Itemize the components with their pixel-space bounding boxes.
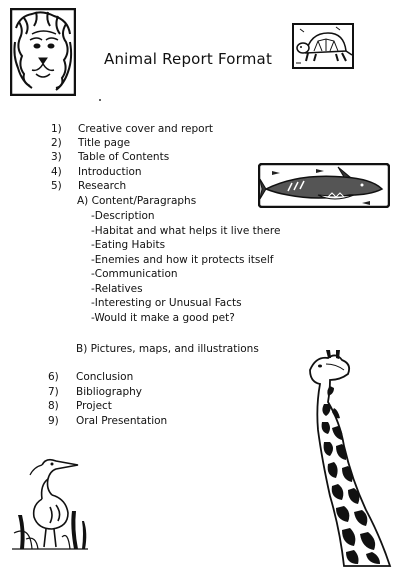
research-sub-item: -Relatives <box>91 283 143 295</box>
research-sub-item: -Would it make a good pet? <box>91 312 235 324</box>
heron-icon <box>12 455 88 551</box>
research-sub-item: -Interesting or Unusual Facts <box>91 297 242 309</box>
research-sub-item: -Enemies and how it protects itself <box>91 254 274 266</box>
list-item: Bibliography <box>76 386 142 398</box>
list-item: Table of Contents <box>78 151 170 163</box>
research-pictures-heading: B) Pictures, maps, and illustrations <box>76 343 259 355</box>
turtle-icon <box>292 23 354 69</box>
list-number: 5) <box>51 180 62 192</box>
list-number: 1) <box>51 123 62 135</box>
list-number: 2) <box>51 137 62 149</box>
list-item: Project <box>76 400 112 412</box>
list-number: 4) <box>51 166 62 178</box>
list-number: 6) <box>48 371 59 383</box>
list-number: 8) <box>48 400 59 412</box>
research-content-heading: A) Content/Paragraphs <box>77 195 197 207</box>
list-number: 3) <box>51 151 62 163</box>
stray-dot <box>99 99 101 101</box>
list-item: Creative cover and report <box>78 123 214 135</box>
research-sub-item: -Eating Habits <box>91 239 166 251</box>
list-number: 9) <box>48 415 59 427</box>
page-title: Animal Report Format <box>104 50 273 68</box>
list-item: Title page <box>78 137 131 149</box>
lion-icon <box>10 8 76 96</box>
giraffe-icon <box>300 350 396 568</box>
research-sub-item: -Habitat and what helps it live there <box>91 225 281 237</box>
shark-icon <box>258 163 390 208</box>
research-sub-item: -Communication <box>91 268 178 280</box>
list-item: Introduction <box>78 166 142 178</box>
list-item: Conclusion <box>76 371 134 383</box>
list-number: 7) <box>48 386 59 398</box>
research-sub-item: -Description <box>91 210 155 222</box>
list-item: Oral Presentation <box>76 415 168 427</box>
list-item: Research <box>78 180 127 192</box>
